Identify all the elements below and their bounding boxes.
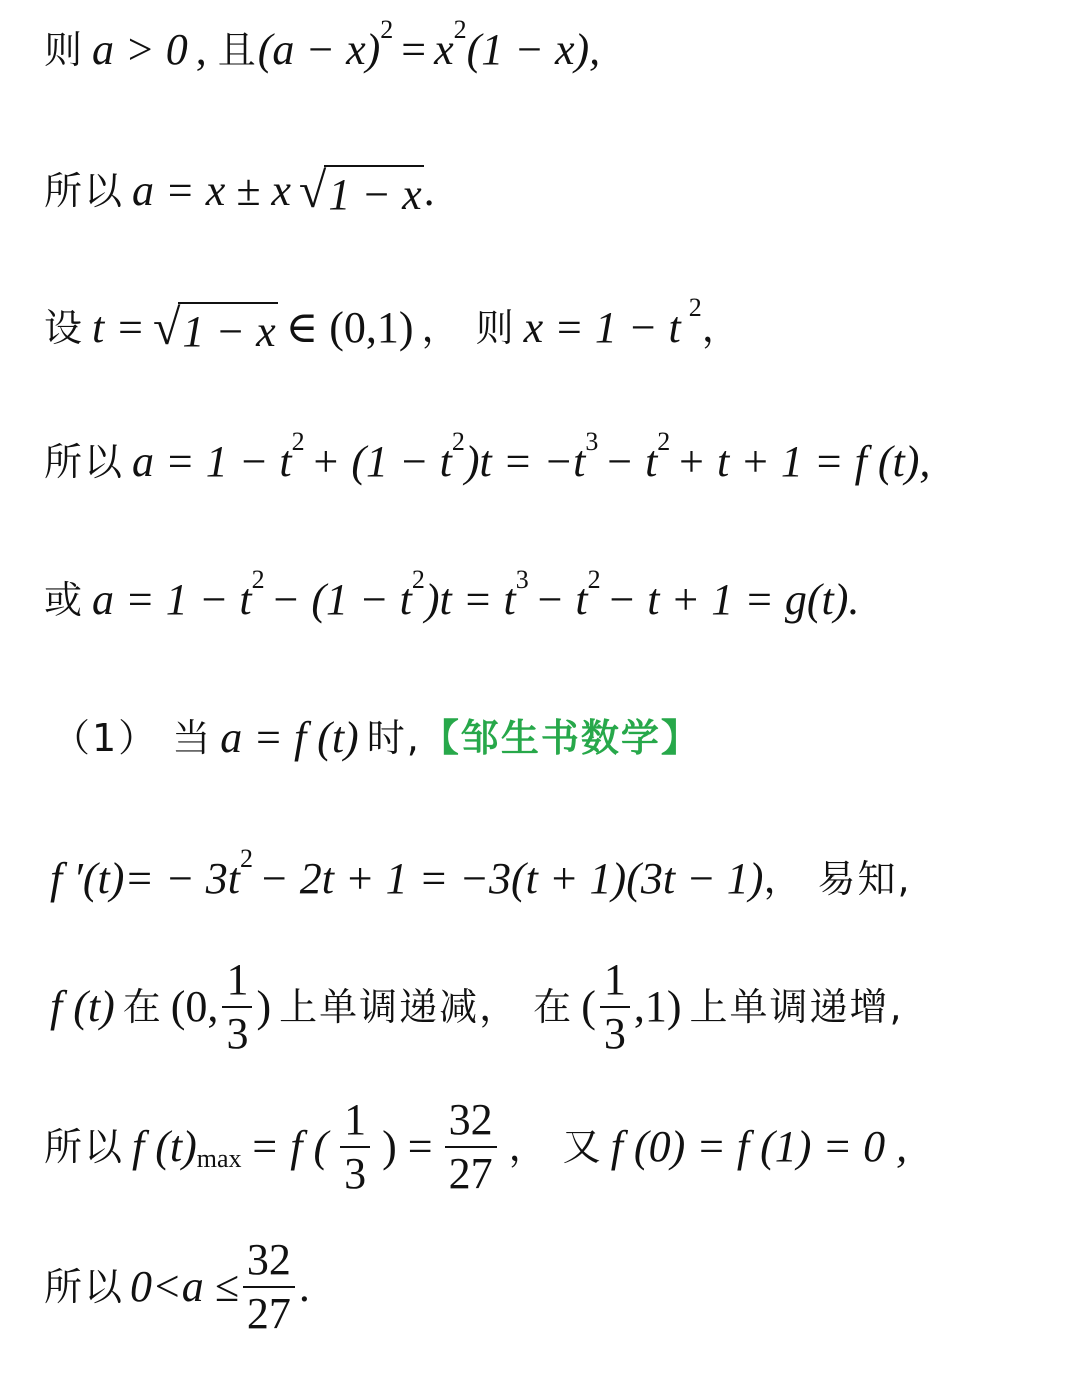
math: (a − x) [257,25,381,74]
math: f (0) = f (1) = 0 , [610,1122,908,1171]
radicand: 1 − x [324,165,423,217]
text: 所以 [44,169,125,213]
text: 所以 [44,1265,125,1309]
math: x = 1 − t [523,303,681,352]
math: f ′(t)= − 3t [50,854,240,903]
math: x [434,25,454,74]
exponent: 2 [411,565,425,594]
text: 且 [217,28,258,72]
math: a = 1 − t [92,575,252,624]
math: ,1) [633,982,682,1031]
math: = [401,25,427,74]
exponent: 2 [688,293,702,322]
denominator: 3 [603,1009,626,1058]
math: ) [256,982,272,1031]
text: ， 则 [421,306,516,350]
math: . [298,1262,310,1311]
text: 上单调递减， 在 [279,985,574,1029]
fraction [600,955,630,1058]
line-5 [44,565,860,624]
sqrt: √ 1 − x [298,162,422,219]
numerator: 32 [445,1098,497,1148]
line-2 [44,162,435,219]
text: ， 易知, [763,857,912,901]
math: a = x ± x [132,166,291,215]
math: t = [92,303,145,352]
fraction [222,955,252,1058]
math: a > 0 [92,25,188,74]
denominator: 27 [246,1289,291,1338]
exponent: 2 [453,15,467,44]
math: (0, [170,982,219,1031]
case-label: （1） 当 [52,716,213,760]
numerator: 1 [600,958,630,1008]
math: − t + 1 = g(t). [606,575,860,624]
text: 所以 [44,1125,125,1169]
sqrt: √ 1 − x [152,299,276,356]
numerator: 32 [243,1238,295,1288]
text: 在 [122,985,163,1029]
text: 时, [366,716,421,760]
brand-tag: 【邹生书数学】 [420,716,701,760]
math: (1 − x), [466,25,601,74]
math: ) = [382,1122,433,1171]
math: f (t) [132,1122,197,1171]
line-4 [44,427,931,486]
exponent: 2 [657,427,671,456]
exponent: 2 [451,427,465,456]
line-10 [44,1235,310,1338]
math: + t + 1 = f (t), [676,437,931,486]
exponent: 2 [291,427,305,456]
denominator: 3 [226,1009,249,1058]
math: − t [534,575,588,624]
numerator: 1 [340,1098,370,1148]
line-3 [44,293,742,356]
fraction [445,1095,497,1198]
radicand: 1 − x [178,302,277,354]
math: + (1 − t [310,437,452,486]
text: 上单调递增, [689,985,904,1029]
math: − 2t + 1 = −3(t + 1)(3t − 1) [259,854,764,903]
line-8 [50,955,904,1058]
math: a = f (t) [220,713,359,762]
exponent: 3 [515,565,529,594]
exponent: 3 [585,427,599,456]
text: ， [701,306,742,350]
text: 设 [44,306,85,350]
numerator: 1 [222,958,252,1008]
fraction [340,1095,370,1198]
denominator: 27 [448,1149,493,1198]
text: 所以 [44,440,125,484]
math: . [423,166,435,215]
math: f (t) [50,982,115,1031]
exponent: 2 [251,565,265,594]
line-9 [44,1095,908,1198]
math: − t [604,437,658,486]
text: ， 又 [508,1125,603,1169]
denominator: 3 [344,1149,367,1198]
line-1: 则 a > 0 , 且 (a − x) 2 = x 2 (1 − x), [44,15,601,74]
exponent: 2 [587,565,601,594]
math: )t = −t [464,437,586,486]
line-6 [52,713,701,762]
fraction [243,1235,295,1338]
exponent: 2 [240,844,253,873]
math: − (1 − t [270,575,412,624]
math: a = 1 − t [132,437,292,486]
subscript: max [196,1144,242,1173]
math: ( [581,982,596,1031]
line-7 [50,844,912,903]
math: ∈ (0,1) [285,303,414,352]
math: )t = t [424,575,516,624]
text: 则 [44,28,85,72]
exponent: 2 [380,15,394,44]
math: 0<a ≤ [130,1262,239,1311]
text: 或 [44,578,85,622]
math: = f ( [249,1122,329,1171]
